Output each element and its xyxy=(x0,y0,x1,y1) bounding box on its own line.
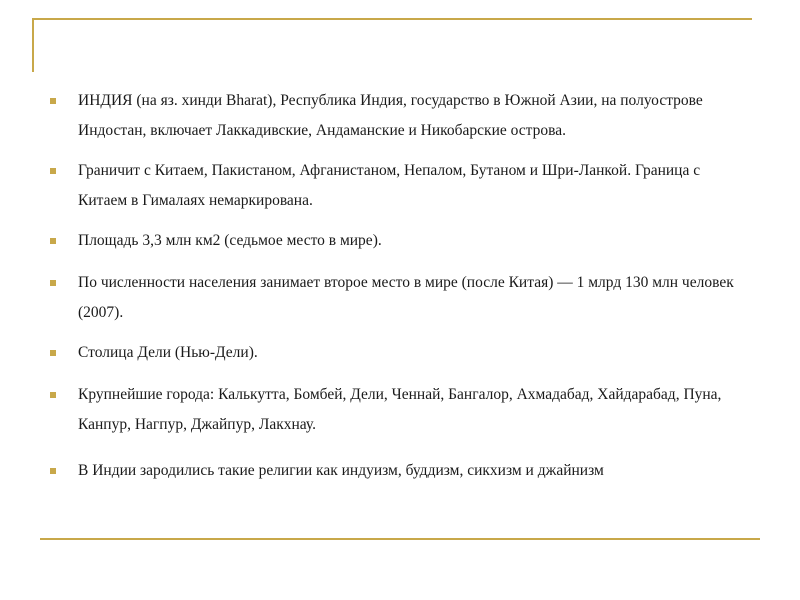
square-bullet-icon xyxy=(50,350,56,356)
top-decorative-rule xyxy=(32,18,752,20)
bullet-text: Граничит с Китаем, Пакистаном, Афганистаном, Непалом, Бутаном и Шри-Ланкой. Граница с Китаем в Гималаях немаркирована. xyxy=(78,162,701,209)
bullet-item xyxy=(46,380,746,440)
bullet-item xyxy=(46,456,746,486)
bullet-text: Крупнейшие города: Калькутта, Бомбей, Дели, Ченнай, Бангалор, Ахмадабад, Хайдарабад, Пуна, Канпур, Нагпур, Джайпур, Лакхнау. xyxy=(78,386,722,433)
bullet-text: ИНДИЯ (на яз. хинди Bharat), Республика Индия, государство в Южной Азии, на полуострове Индостан, включает Лаккадивские, Андаманские и Никобарские острова. xyxy=(78,92,703,139)
bullet-text: В Индии зародились такие религии как индуизм, буддизм, сикхизм и джайнизм xyxy=(78,462,604,479)
bullet-item xyxy=(46,156,746,216)
bullet-item xyxy=(46,226,746,256)
bullet-text: Площадь 3,3 млн км2 (седьмое место в мире). xyxy=(78,232,382,249)
square-bullet-icon xyxy=(50,468,56,474)
square-bullet-icon xyxy=(50,98,56,104)
bullet-item xyxy=(46,338,746,368)
bullet-text: По численности населения занимает второе место в мире (после Китая) — 1 млрд 130 млн человек (2007). xyxy=(78,274,734,321)
bottom-decorative-rule xyxy=(40,538,760,540)
square-bullet-icon xyxy=(50,168,56,174)
square-bullet-icon xyxy=(50,280,56,286)
left-decorative-rule xyxy=(32,18,34,72)
bullet-item xyxy=(46,268,746,328)
square-bullet-icon xyxy=(50,238,56,244)
square-bullet-icon xyxy=(50,392,56,398)
bullet-list xyxy=(46,86,746,486)
bullet-item xyxy=(46,86,746,146)
bullet-text: Столица Дели (Нью-Дели). xyxy=(78,344,258,361)
